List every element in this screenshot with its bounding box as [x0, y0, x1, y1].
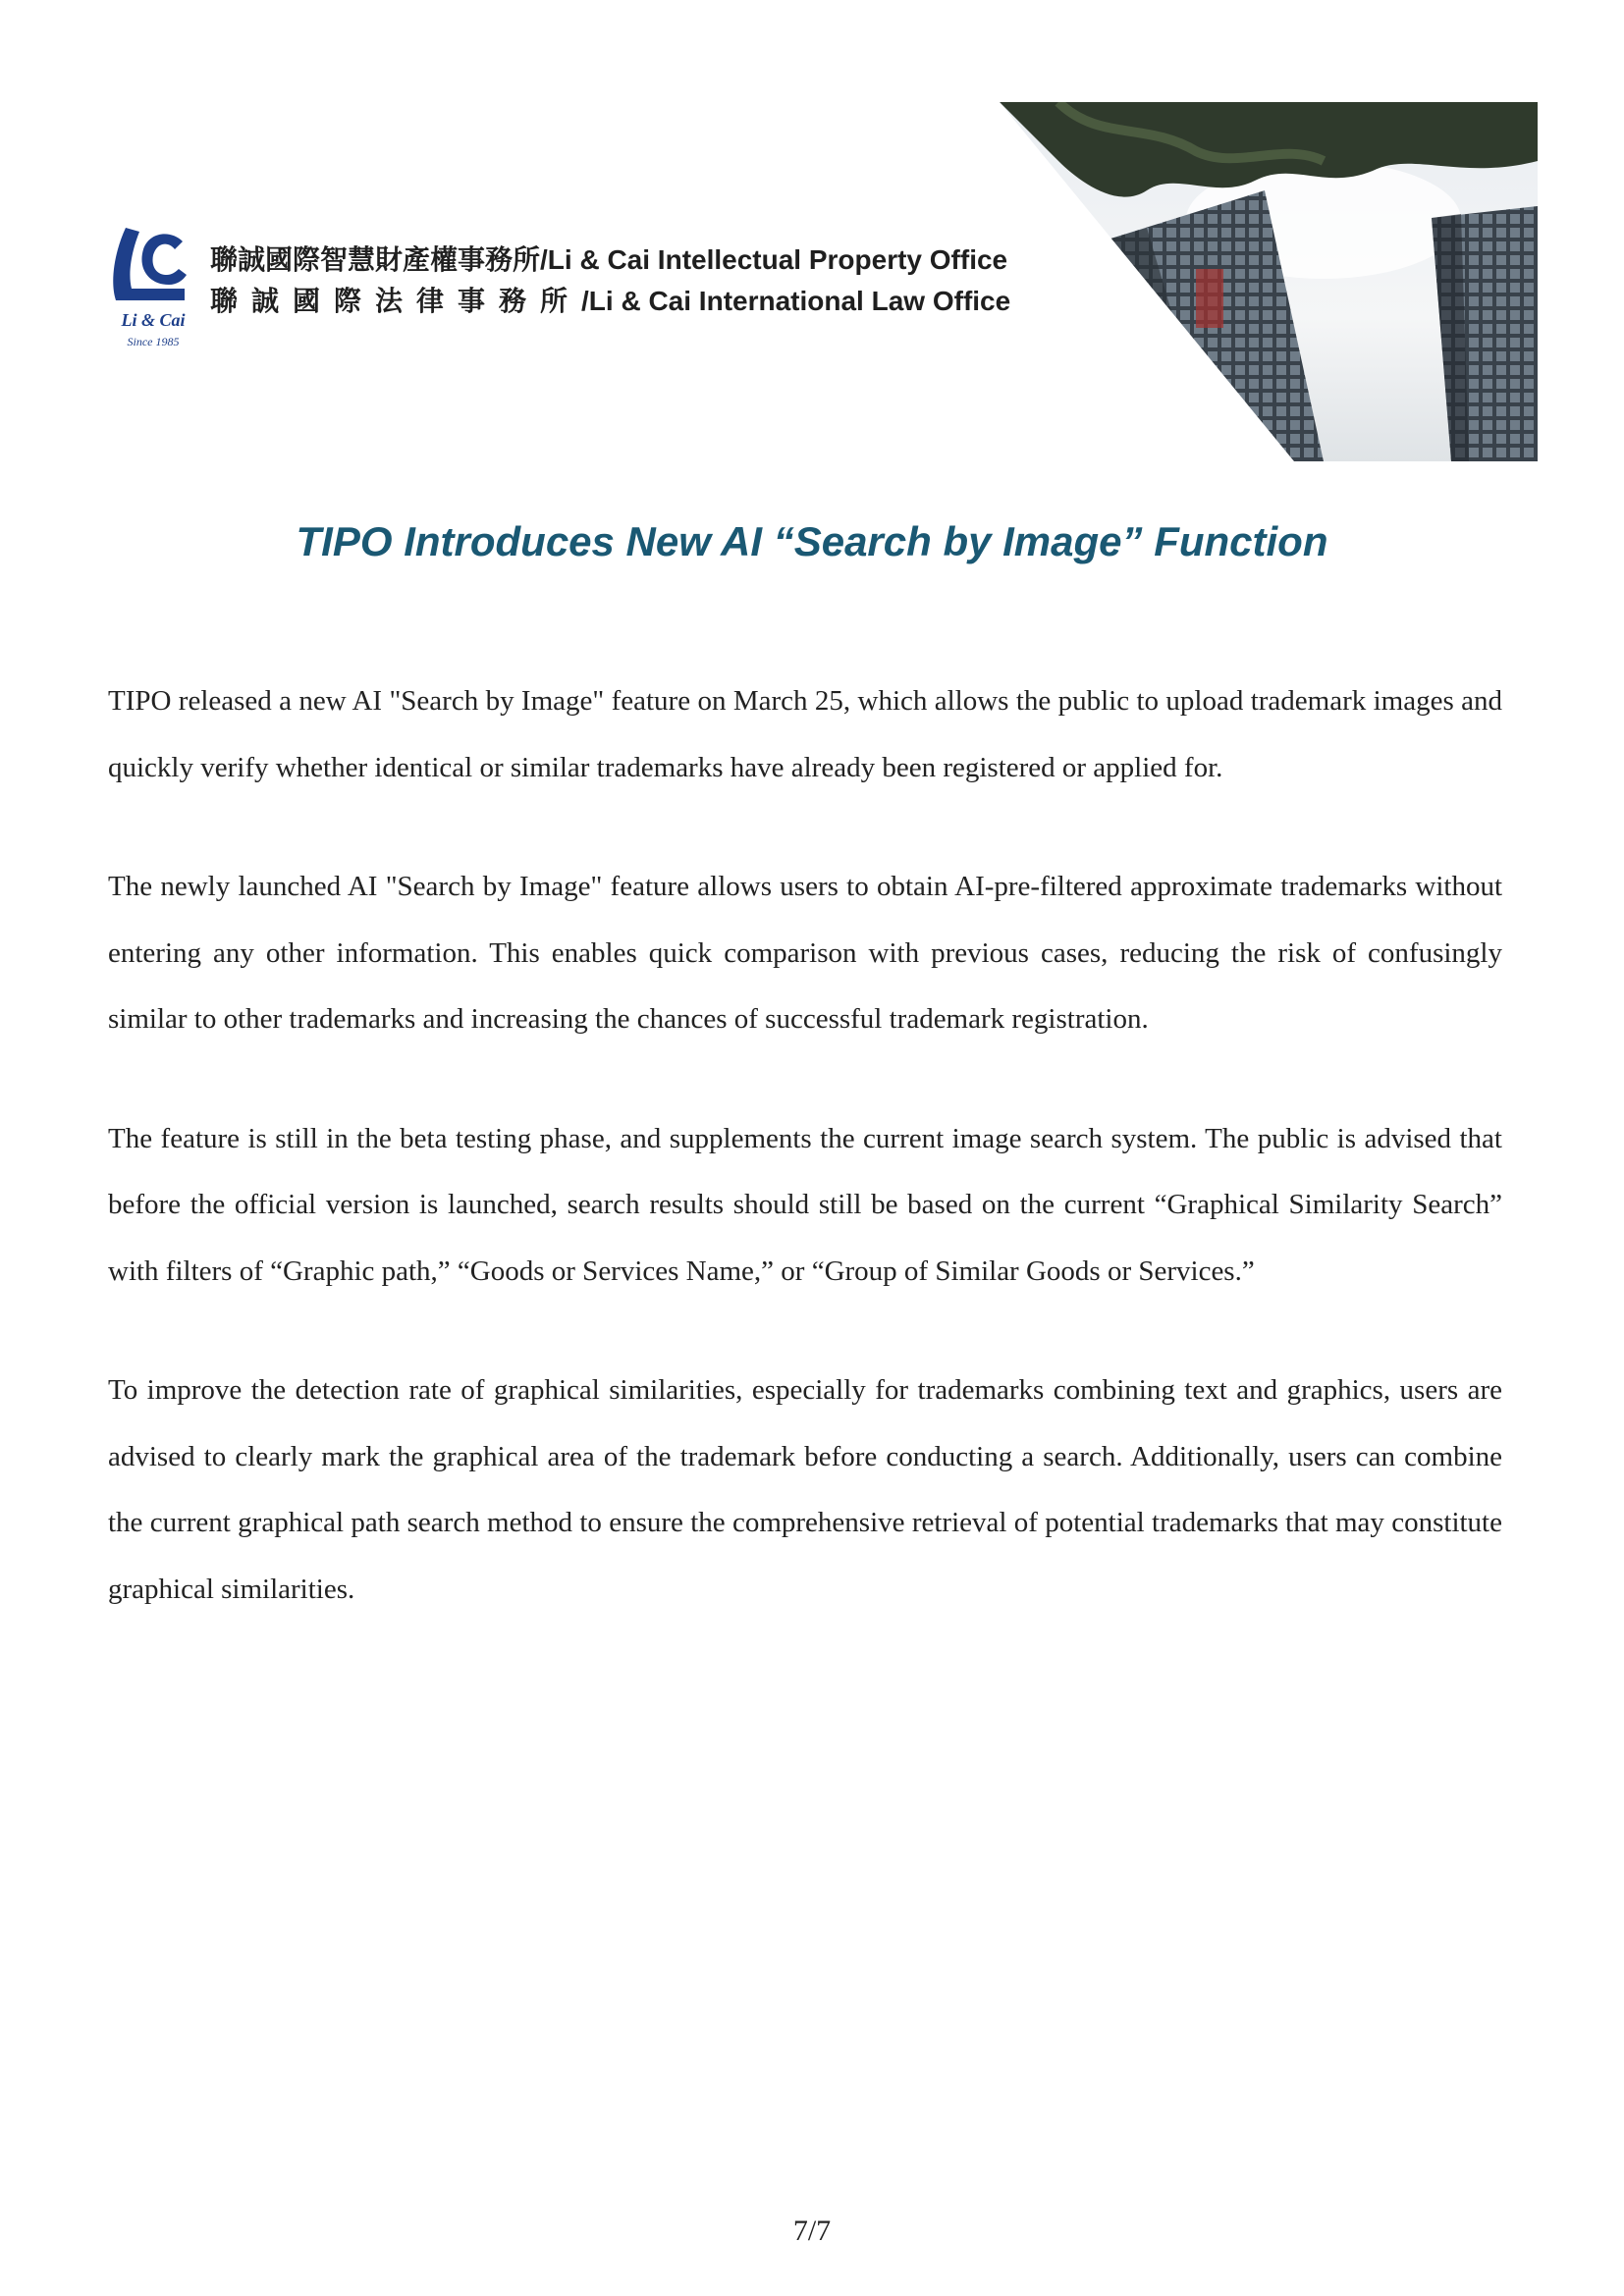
office-law-en: /Li & Cai International Law Office	[581, 286, 1011, 316]
office-line-law	[210, 281, 1010, 322]
paragraph: TIPO released a new AI "Search by Image" feature on March 25, which allows the public to upload trademark images and quickly verify whether identical or similar trademarks have already been registered or applied for.	[108, 685, 1502, 783]
paragraph: To improve the detection rate of graphical similarities, especially for trademarks combining text and graphics, users are advised to clearly mark the graphical area of the trademark before conducting a search. Additionally, users can combine the current graphical path search method to ensure the comprehensive retrieval of potential trademarks that may constitute graphical similarities.	[108, 1374, 1502, 1605]
logo-since-text: Since 1985	[127, 335, 180, 348]
logo-script-text: Li & Cai	[121, 310, 186, 330]
paragraph: The feature is still in the beta testing phase, and supplements the current image search system. The public is advised that before the official version is launched, search results should still be based on the current “Graphical Similarity Search” with filters of “Graphic path,” “Goods or Services Name,” or “Group of Similar Goods or Services.”	[108, 1122, 1502, 1287]
office-ip-en: /Li & Cai Intellectual Property Office	[540, 244, 1008, 275]
office-names	[210, 240, 1010, 322]
article-body	[108, 668, 1502, 1676]
office-line-ip	[210, 240, 1010, 281]
letterhead	[0, 0, 1624, 471]
skyscraper-photo	[1000, 102, 1538, 461]
office-law-zh: 聯誠國際法律事務所	[210, 286, 582, 316]
paragraph: The newly launched AI "Search by Image" feature allows users to obtain AI-pre-filtered approximate trademarks without entering any other information. This enables quick comparison with previous cases, reducing the risk of confusingly similar to other trademarks and increasing the chances of successful trademark registration.	[108, 871, 1502, 1035]
article-title: TIPO Introduces New AI “Search by Image” Function	[296, 518, 1328, 564]
li-cai-logo	[106, 224, 200, 351]
page-number: 7/7	[792, 2215, 832, 2247]
office-ip-zh: 聯誠國際智慧財產權事務所	[210, 244, 541, 275]
